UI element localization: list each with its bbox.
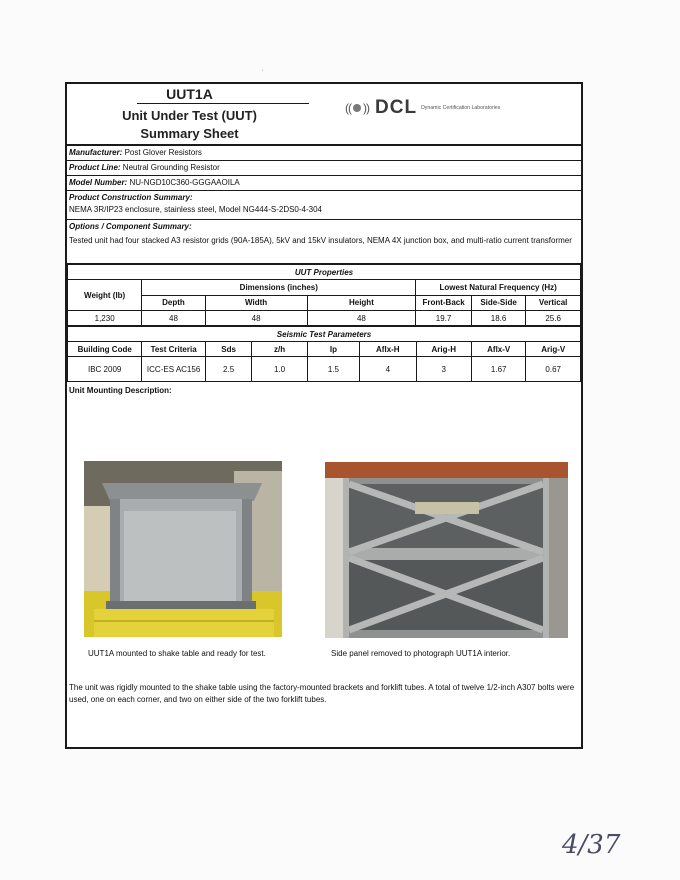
product-line-label: Product Line: <box>69 163 121 172</box>
sheet-header <box>67 84 581 146</box>
options-row <box>67 220 581 264</box>
construction-label: Product Construction Summary: <box>69 193 193 202</box>
mounting-section <box>67 382 581 719</box>
seismic-header-cell: Sds <box>205 342 252 357</box>
seismic-value-cell: 0.67 <box>526 357 581 382</box>
seismic-value-cell: 2.5 <box>205 357 252 382</box>
seismic-value-cell: 1.0 <box>252 357 307 382</box>
product-line-row <box>67 161 581 176</box>
signal-waves-icon: )) <box>363 101 369 115</box>
uut-title: UUT1A <box>166 86 213 102</box>
seismic-value-cell: 1.5 <box>307 357 359 382</box>
construction-row <box>67 191 581 220</box>
product-line-value: Neutral Grounding Resistor <box>122 163 220 172</box>
side-side-value: 18.6 <box>471 311 525 326</box>
mounting-description: The unit was rigidly mounted to the shake table using the factory-mounted brackets and forklift tubes. A total of twelve 1/2-inch A307 bolts were used, one on each corner, and two on either side of the two forklift tubes. <box>69 683 575 704</box>
signal-waves-icon: (( <box>345 101 351 115</box>
seismic-header-cell: Arig-H <box>416 342 471 357</box>
model-number-value: NU-NGD10C360-GGGAAOILA <box>129 178 240 187</box>
seismic-header-cell: Arig-V <box>526 342 581 357</box>
logo-text: DCL <box>375 97 418 118</box>
seismic-value-cell: 1.67 <box>471 357 525 382</box>
logo-dot-icon <box>353 104 361 112</box>
seismic-header-cell: z/h <box>252 342 307 357</box>
dcl-logo <box>345 97 500 119</box>
seismic-header-cell: Aflx-H <box>360 342 416 357</box>
logo-subtext: Dynamic Certification Laboratories <box>421 105 501 111</box>
weight-value: 1,230 <box>68 311 142 326</box>
vertical-value: 25.6 <box>526 311 581 326</box>
weight-header: Weight (lb) <box>68 280 142 311</box>
seismic-header-cell: Building Code <box>68 342 142 357</box>
model-number-row <box>67 176 581 191</box>
frequency-header: Lowest Natural Frequency (Hz) <box>416 280 581 296</box>
seismic-value-cell: ICC-ES AC156 <box>142 357 205 382</box>
front-back-header: Front-Back <box>416 295 472 311</box>
photo-caption-2: Side panel removed to photograph UUT1A interior. <box>331 649 511 658</box>
seismic-header-cell: Test Criteria <box>142 342 205 357</box>
dimensions-header: Dimensions (inches) <box>142 280 416 296</box>
scan-mark: ' <box>262 70 264 76</box>
options-label: Options / Component Summary: <box>69 222 192 231</box>
manufacturer-label: Manufacturer: <box>69 148 123 157</box>
side-side-header: Side-Side <box>471 295 525 311</box>
uut-subtitle: Unit Under Test (UUT) <box>122 108 257 123</box>
manufacturer-value: Post Glover Resistors <box>124 148 202 157</box>
height-value: 48 <box>307 311 416 326</box>
handwritten-page-number: 4/37 <box>562 830 621 860</box>
construction-value: NEMA 3R/IP23 enclosure, stainless steel, Model NG444-S-2DS0-4-304 <box>69 205 323 214</box>
mounting-label: Unit Mounting Description: <box>69 386 172 395</box>
manufacturer-row <box>67 146 581 161</box>
uut-properties-title: UUT Properties <box>68 265 581 280</box>
front-back-value: 19.7 <box>416 311 472 326</box>
unit-on-shake-table-photo <box>84 461 282 637</box>
width-value: 48 <box>205 311 307 326</box>
photo-caption-1: UUT1A mounted to shake table and ready for test. <box>88 649 266 658</box>
width-header: Width <box>205 295 307 311</box>
seismic-header-cell: Ip <box>307 342 359 357</box>
vertical-header: Vertical <box>526 295 581 311</box>
seismic-header-cell: Aflx-V <box>471 342 525 357</box>
summary-sheet-label: Summary Sheet <box>140 126 239 141</box>
seismic-value-cell: 4 <box>360 357 416 382</box>
options-value: Tested unit had four stacked A3 resistor grids (90A-185A), 5kV and 15kV insulators, NEMA 4X junction box, and multi-ratio current transformer <box>69 236 572 245</box>
depth-header: Depth <box>142 295 205 311</box>
seismic-value-cell: 3 <box>416 357 471 382</box>
seismic-value-cell: IBC 2009 <box>68 357 142 382</box>
depth-value: 48 <box>142 311 205 326</box>
height-header: Height <box>307 295 416 311</box>
summary-sheet <box>65 82 583 749</box>
unit-interior-photo <box>325 462 568 638</box>
seismic-title: Seismic Test Parameters <box>68 327 581 342</box>
title-rule <box>137 103 309 104</box>
seismic-parameters-table <box>67 326 581 382</box>
uut-properties-table <box>67 264 581 326</box>
model-number-label: Model Number: <box>69 178 128 187</box>
